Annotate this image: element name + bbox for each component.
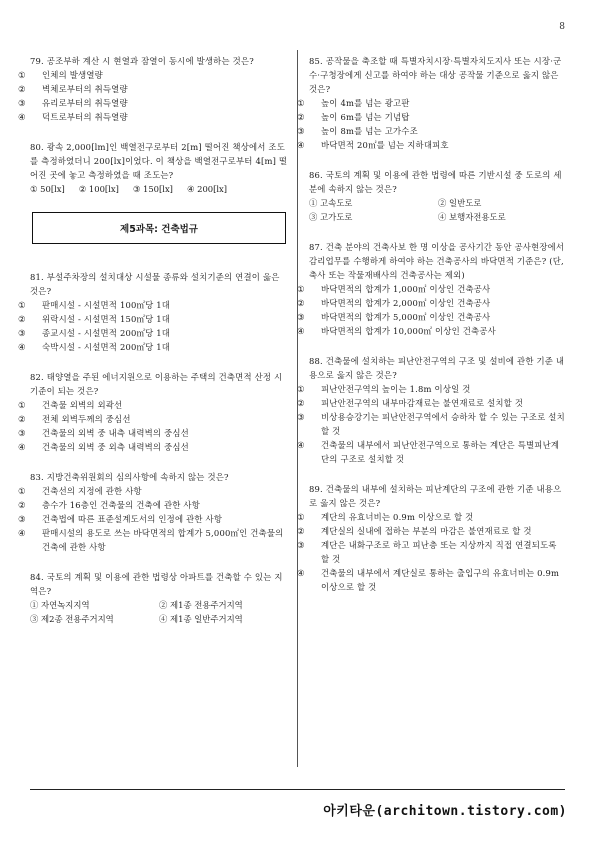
option-number: ②: [297, 526, 305, 536]
option: ① 고속도로: [309, 198, 353, 208]
option: [297, 324, 567, 338]
question-text: 79. 공조부하 계산 시 현열과 잠열이 동시에 발생하는 것은?: [30, 56, 254, 66]
option: [297, 296, 567, 310]
option-text: 위락시설 - 시설면적 150㎡당 1대: [42, 314, 171, 324]
option: ① 자연녹지지역: [30, 600, 90, 610]
question: [309, 168, 567, 224]
left-questions-after: [18, 270, 288, 626]
option: [297, 566, 567, 594]
question-text: 84. 국토의 계획 및 이용에 관한 법령상 아파트를 건축할 수 있는 지역은?: [30, 572, 283, 596]
option-number: ④: [18, 528, 26, 538]
option-text: 계단실의 실내에 접하는 부분의 마감은 불연재료로 할 것: [321, 526, 532, 536]
question: [297, 54, 567, 152]
option-number: ③: [297, 312, 305, 322]
option-text: 건축물의 외벽 중 내측 내력벽의 중심선: [42, 428, 189, 438]
option-number: ④: [297, 440, 305, 450]
option: [18, 512, 288, 526]
option: [18, 498, 288, 512]
question-text: 83. 지방건축위원회의 심의사항에 속하지 않는 것은?: [30, 472, 229, 482]
option-text: 건축물의 내부에서 피난안전구역으로 통하는 계단은 특별피난계단의 구조로 설치할 것: [321, 440, 560, 464]
option-number: ②: [297, 298, 305, 308]
left-column: [18, 54, 288, 642]
question-text: 85. 공작물을 축조할 때 특별자치시장·특별자치도지사 또는 시장·군수·구청장에게 신고를 하여야 하는 대상 공작물 기준으로 옳지 않은 것은?: [309, 56, 562, 94]
option-number: ②: [18, 314, 26, 324]
option: [297, 396, 567, 410]
option-text: 바닥면적 20㎡를 넘는 지하대피호: [321, 140, 449, 150]
option: [297, 96, 567, 110]
question-text: 89. 건축물의 내부에 설치하는 피난계단의 구조에 관한 기준 내용으로 옳지 않은 것은?: [309, 484, 562, 508]
option-number: ④: [18, 342, 26, 352]
option-text: 전체 외벽두께의 중심선: [42, 414, 131, 424]
option-number: ③: [18, 328, 26, 338]
option: [18, 426, 288, 440]
left-questions-before: [18, 54, 288, 196]
option-text: 바닥면적의 합계가 1,000㎡ 이상인 건축공사: [321, 284, 491, 294]
option-text: 피난안전구역의 높이는 1.8m 이상일 것: [321, 384, 471, 394]
option-row: [30, 598, 288, 612]
option-text: 바닥면적의 합계가 5,000㎡ 이상인 건축공사: [321, 312, 491, 322]
option-number: ④: [297, 326, 305, 336]
option: [297, 282, 567, 296]
option: [18, 82, 288, 96]
option-number: ③: [18, 428, 26, 438]
option-number: ②: [297, 112, 305, 122]
option-text: 층수가 16층인 건축물의 건축에 관한 사항: [42, 500, 201, 510]
option-text: 인체의 발생열량: [42, 70, 103, 80]
option-number: ①: [18, 70, 26, 80]
option-text: 피난안전구역의 내부마감재료는 불연재료로 설치할 것: [321, 398, 524, 408]
option-number: ①: [297, 284, 305, 294]
question-text: 86. 국토의 계획 및 이용에 관한 법령에 따른 기반시설 중 도로의 세분에 속하지 않는 것은?: [309, 170, 562, 194]
option: ② 100[lx]: [78, 184, 119, 194]
option-row: [309, 210, 567, 224]
option-text: 건축선의 지정에 관한 사항: [42, 486, 142, 496]
option: [297, 538, 567, 566]
question: [297, 240, 567, 338]
option-number: ②: [18, 500, 26, 510]
option-text: 판매시설 - 시설면적 100㎡당 1대: [42, 300, 171, 310]
option-text: 숙박시설 - 시설면적 200㎡당 1대: [42, 342, 171, 352]
question-text: 82. 태양열을 주된 에너지원으로 이용하는 주택의 건축면적 산정 시 기준이 되는 것은?: [30, 372, 283, 396]
option: [297, 510, 567, 524]
option-number: ②: [18, 414, 26, 424]
option-number: ③: [18, 98, 26, 108]
option: [18, 298, 288, 312]
option: ① 50[lx]: [30, 184, 65, 194]
option: [297, 382, 567, 396]
option: [18, 110, 288, 124]
question: [297, 482, 567, 594]
option-number: ①: [18, 400, 26, 410]
option-text: 계단은 내화구조로 하고 피난층 또는 지상까지 직접 연결되도록 할 것: [321, 540, 557, 564]
option-number: ③: [297, 126, 305, 136]
option: ③ 고가도로: [309, 212, 353, 222]
option-row: [309, 196, 567, 210]
right-column: [297, 54, 567, 610]
question: [18, 270, 288, 354]
option: [18, 412, 288, 426]
option-number: ③: [18, 514, 26, 524]
option: [297, 524, 567, 538]
option-row: [30, 182, 288, 196]
option: [18, 68, 288, 82]
option-number: ④: [18, 112, 26, 122]
option-text: 유리로부터의 취득열량: [42, 98, 128, 108]
question: [30, 570, 288, 626]
option-text: 높이 4m를 넘는 광고판: [321, 98, 410, 108]
option: [18, 340, 288, 354]
option: [297, 110, 567, 124]
option-number: ①: [18, 300, 26, 310]
option-text: 건축물의 외벽 중 외측 내력벽의 중심선: [42, 442, 189, 452]
option-number: ①: [297, 512, 305, 522]
option-text: 계단의 유효너비는 0.9m 이상으로 할 것: [321, 512, 474, 522]
question-text: 81. 부설주차장의 설치대상 시설물 종류와 설치기준의 연결이 옳은 것은?: [30, 272, 280, 296]
question-text: 80. 광속 2,000[lm]인 백열전구로부터 2[m] 떨어진 책상에서 조도를 측정하였더니 200[lx]이었다. 이 책상을 백열전구로부터 4[m] 떨어진 곳에 놓고 측정하였을 때 조도는?: [30, 142, 288, 180]
option-text: 비상용승강기는 피난안전구역에서 승하차 할 수 있는 구조로 설치할 것: [321, 412, 565, 436]
option-number: ①: [297, 384, 305, 394]
option-text: 판매시설의 용도로 쓰는 바닥면적의 합계가 5,000㎡인 건축물의 건축에 관한 사항: [42, 528, 284, 552]
option-text: 종교시설 - 시설면적 200㎡당 1대: [42, 328, 171, 338]
option-text: 높이 6m를 넘는 기념탑: [321, 112, 410, 122]
option: [297, 410, 567, 438]
page-number: 8: [559, 22, 565, 32]
option: [297, 310, 567, 324]
option-text: 건축물의 내부에서 계단실로 통하는 출입구의 유효너비는 0.9m 이상으로 할 것: [321, 568, 560, 592]
option-text: 건축법에 따른 표준설계도서의 인정에 관한 사항: [42, 514, 223, 524]
option: ② 제1종 전용주거지역: [159, 600, 243, 610]
option-number: ①: [297, 98, 305, 108]
option-number: ④: [297, 140, 305, 150]
subject-title: 제5과목: 건축법규: [120, 224, 198, 235]
option: [297, 124, 567, 138]
option-number: ③: [297, 540, 305, 550]
option-row: [30, 612, 288, 626]
option: [18, 96, 288, 110]
question: [18, 54, 288, 124]
option-number: ②: [18, 84, 26, 94]
option: [18, 484, 288, 498]
option-text: 덕트로부터의 취득열량: [42, 112, 128, 122]
option: [18, 440, 288, 454]
option: [18, 326, 288, 340]
option: ② 일반도로: [438, 198, 482, 208]
question: [18, 470, 288, 554]
option: [297, 138, 567, 152]
option: ④ 200[lx]: [186, 184, 228, 194]
option: ③ 제2종 전용주거지역: [30, 614, 114, 624]
footer-site: 아키타운(architown.tistory.com): [323, 804, 567, 819]
option-text: 높이 8m를 넘는 고가수조: [321, 126, 418, 136]
option: ④ 제1종 일반주거지역: [159, 614, 243, 624]
option-number: ②: [297, 398, 305, 408]
option-text: 건축물 외벽의 외곽선: [42, 400, 123, 410]
option: [18, 312, 288, 326]
option-text: 바닥면적의 합계가 10,000㎡ 이상인 건축공사: [321, 326, 496, 336]
question: [18, 370, 288, 454]
option-text: 벽체로부터의 취득열량: [42, 84, 128, 94]
option-text: 바닥면적의 합계가 2,000㎡ 이상인 건축공사: [321, 298, 491, 308]
option: ④ 보행자전용도로: [438, 212, 506, 222]
subject-box: [32, 212, 286, 244]
option: ③ 150[lx]: [132, 184, 173, 194]
option: [18, 398, 288, 412]
option: [297, 438, 567, 466]
question-text: 87. 건축 분야의 건축사보 한 명 이상을 공사기간 동안 공사현장에서 감리업무를 수행하게 하여야 하는 건축공사의 바닥면적 기준은? (단, 축사 또는 작물재배사의 건축공사는 제외): [309, 242, 565, 280]
question-text: 88. 건축물에 설치하는 피난안전구역의 구조 및 설비에 관한 기준 내용으로 옳지 않은 것은?: [309, 356, 565, 380]
question: [30, 140, 288, 196]
option: [18, 526, 288, 554]
option-number: ①: [18, 486, 26, 496]
option-number: ③: [297, 412, 305, 422]
question: [297, 354, 567, 466]
footer-divider: [30, 789, 565, 790]
right-questions: [297, 54, 567, 594]
option-number: ④: [297, 568, 305, 578]
option-number: ④: [18, 442, 26, 452]
